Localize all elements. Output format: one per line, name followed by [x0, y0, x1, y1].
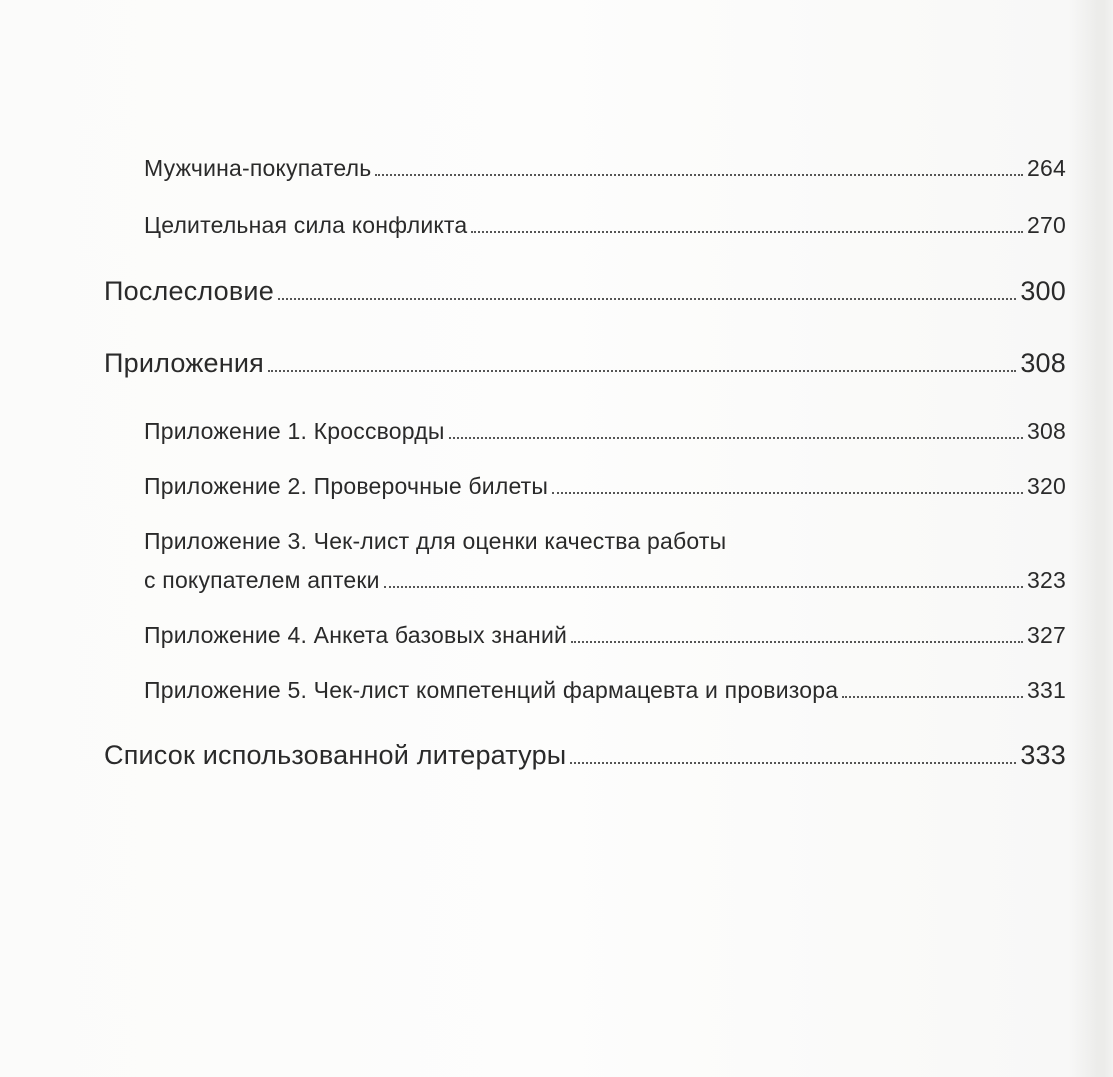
- toc-leader-dots: [384, 586, 1023, 588]
- toc-leader-dots: [375, 174, 1023, 176]
- toc-entry-page: 308: [1020, 348, 1066, 378]
- toc-entry-title: Послесловие: [104, 276, 274, 306]
- toc-leader-dots: [842, 696, 1023, 698]
- toc-entry: [144, 418, 1066, 445]
- toc-entry-page: 331: [1027, 677, 1066, 703]
- toc-entry-page: 300: [1020, 276, 1066, 306]
- toc-entry: [144, 622, 1066, 649]
- toc-entry-page: 308: [1027, 418, 1066, 444]
- toc-entry-title: Список использованной литературы: [104, 740, 567, 770]
- toc-leader-dots: [449, 437, 1023, 439]
- toc-entry-page: 323: [1027, 567, 1066, 593]
- toc-entry: [144, 677, 1066, 704]
- toc-entry-main: [104, 740, 1066, 771]
- toc-entry-page: 320: [1027, 473, 1066, 499]
- toc-entry-title: Приложение 5. Чек-лист компетенций фармацевта и провизора: [144, 677, 839, 703]
- toc-entry-title: Приложение 2. Проверочные билеты: [144, 473, 549, 499]
- toc-entry-page: 270: [1027, 212, 1066, 238]
- toc-leader-dots: [278, 298, 1016, 300]
- toc-entry: [144, 212, 1066, 239]
- toc-entry: [144, 473, 1066, 500]
- toc-entry-page: 264: [1027, 155, 1066, 181]
- toc-entry-main: [104, 276, 1066, 307]
- toc-entry-page: 333: [1020, 740, 1066, 770]
- page-edge-shadow: [1091, 0, 1113, 1077]
- toc-leader-dots: [552, 492, 1023, 494]
- toc-entry-page: 327: [1027, 622, 1066, 648]
- toc-leader-dots: [471, 231, 1023, 233]
- toc-entry-title: с покупателем аптеки: [144, 567, 380, 593]
- toc-entry-title: Приложение 1. Кроссворды: [144, 418, 445, 444]
- toc-entry-title: Мужчина-покупатель: [144, 155, 372, 181]
- toc-leader-dots: [571, 641, 1023, 643]
- toc-entry-title: Приложение 4. Анкета базовых знаний: [144, 622, 568, 648]
- toc-leader-dots: [570, 762, 1016, 764]
- toc-entry-main: [104, 348, 1066, 379]
- toc-leader-dots: [268, 370, 1016, 372]
- toc-entry: [144, 155, 1066, 182]
- toc-entry-title: Целительная сила конфликта: [144, 212, 468, 238]
- toc-entry-title: Приложения: [104, 348, 264, 378]
- toc-entry-title-line1: Приложение 3. Чек-лист для оценки качества работы: [144, 528, 727, 554]
- toc-entry: [144, 567, 1066, 594]
